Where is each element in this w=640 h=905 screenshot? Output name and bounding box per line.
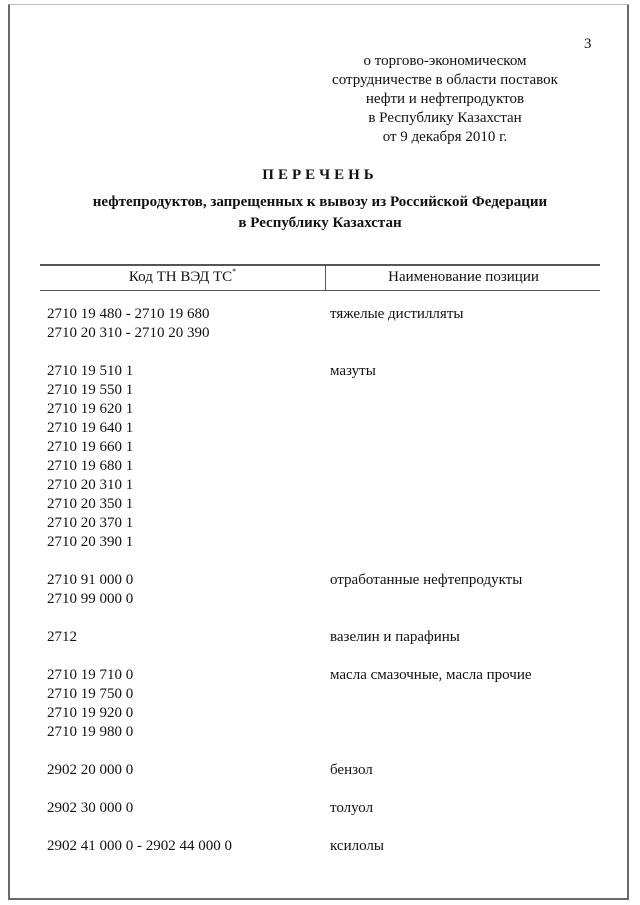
document-subtitle — [0, 192, 640, 234]
code-value: 2710 20 370 1 — [47, 515, 134, 531]
code-value: 2710 91 000 0 — [47, 572, 134, 588]
code-cell — [47, 362, 330, 552]
item-name: тяжелые дистилляты — [330, 306, 464, 322]
table-row — [47, 837, 607, 856]
table-header — [40, 264, 600, 291]
footnote-mark: * — [232, 267, 237, 276]
item-name: масла смазочные, масла прочие — [330, 667, 532, 683]
table-row — [47, 362, 607, 552]
code-cell — [47, 837, 330, 856]
document-title: ПЕРЕЧЕНЬ — [262, 167, 378, 183]
code-value: 2710 20 310 1 — [47, 477, 134, 493]
code-value: 2710 19 480 - 2710 19 680 — [47, 306, 210, 322]
code-cell — [47, 799, 330, 818]
code-value: 2710 19 660 1 — [47, 439, 134, 455]
code-cell — [47, 305, 330, 343]
document-reference — [300, 52, 590, 147]
code-value: 2710 19 980 0 — [47, 724, 134, 740]
column-header-code — [40, 269, 325, 286]
item-name: мазуты — [330, 363, 376, 379]
code-cell — [47, 666, 330, 742]
code-value: 2712 — [47, 629, 77, 645]
column-header-code-label: Код ТН ВЭД ТС — [128, 269, 233, 285]
code-cell — [47, 628, 330, 647]
table-row — [47, 666, 607, 742]
code-value: 2710 19 920 0 — [47, 705, 134, 721]
header-line: о торгово-экономическом — [363, 53, 527, 69]
header-line: сотрудничестве в области поставок — [332, 72, 558, 88]
code-value: 2710 19 550 1 — [47, 382, 134, 398]
table-row — [47, 799, 607, 818]
header-line: в Республику Казахстан — [368, 110, 522, 126]
code-cell — [47, 571, 330, 609]
item-name: бензол — [330, 762, 373, 778]
subtitle-line: нефтепродуктов, запрещенных к вывозу из Российской Федерации — [92, 194, 548, 210]
column-divider — [325, 266, 326, 290]
code-value: 2710 19 510 1 — [47, 363, 134, 379]
code-value: 2710 19 640 1 — [47, 420, 134, 436]
code-cell — [47, 761, 330, 780]
code-value: 2902 20 000 0 — [47, 762, 134, 778]
item-name: вазелин и парафины — [330, 629, 460, 645]
code-value: 2710 20 310 - 2710 20 390 — [47, 325, 210, 341]
item-name: толуол — [330, 800, 374, 816]
code-value: 2902 41 000 0 - 2902 44 000 0 — [47, 838, 232, 854]
table-row — [47, 305, 607, 343]
code-value: 2710 20 390 1 — [47, 534, 134, 550]
page-number: 3 — [584, 36, 592, 52]
code-value: 2710 19 710 0 — [47, 667, 134, 683]
table-body — [47, 305, 607, 856]
code-value: 2710 20 350 1 — [47, 496, 134, 512]
subtitle-line: в Республику Казахстан — [238, 215, 402, 231]
header-line: от 9 декабря 2010 г. — [382, 129, 508, 145]
header-line: нефти и нефтепродуктов — [365, 91, 525, 107]
column-header-name: Наименование позиции — [388, 269, 539, 285]
table-row — [47, 571, 607, 609]
code-value: 2710 19 620 1 — [47, 401, 134, 417]
code-value: 2710 19 680 1 — [47, 458, 134, 474]
code-value: 2710 19 750 0 — [47, 686, 134, 702]
code-value: 2902 30 000 0 — [47, 800, 134, 816]
item-name: ксилолы — [330, 838, 384, 854]
table-row — [47, 628, 607, 647]
table-row — [47, 761, 607, 780]
code-value: 2710 99 000 0 — [47, 591, 134, 607]
item-name: отработанные нефтепродукты — [330, 572, 523, 588]
